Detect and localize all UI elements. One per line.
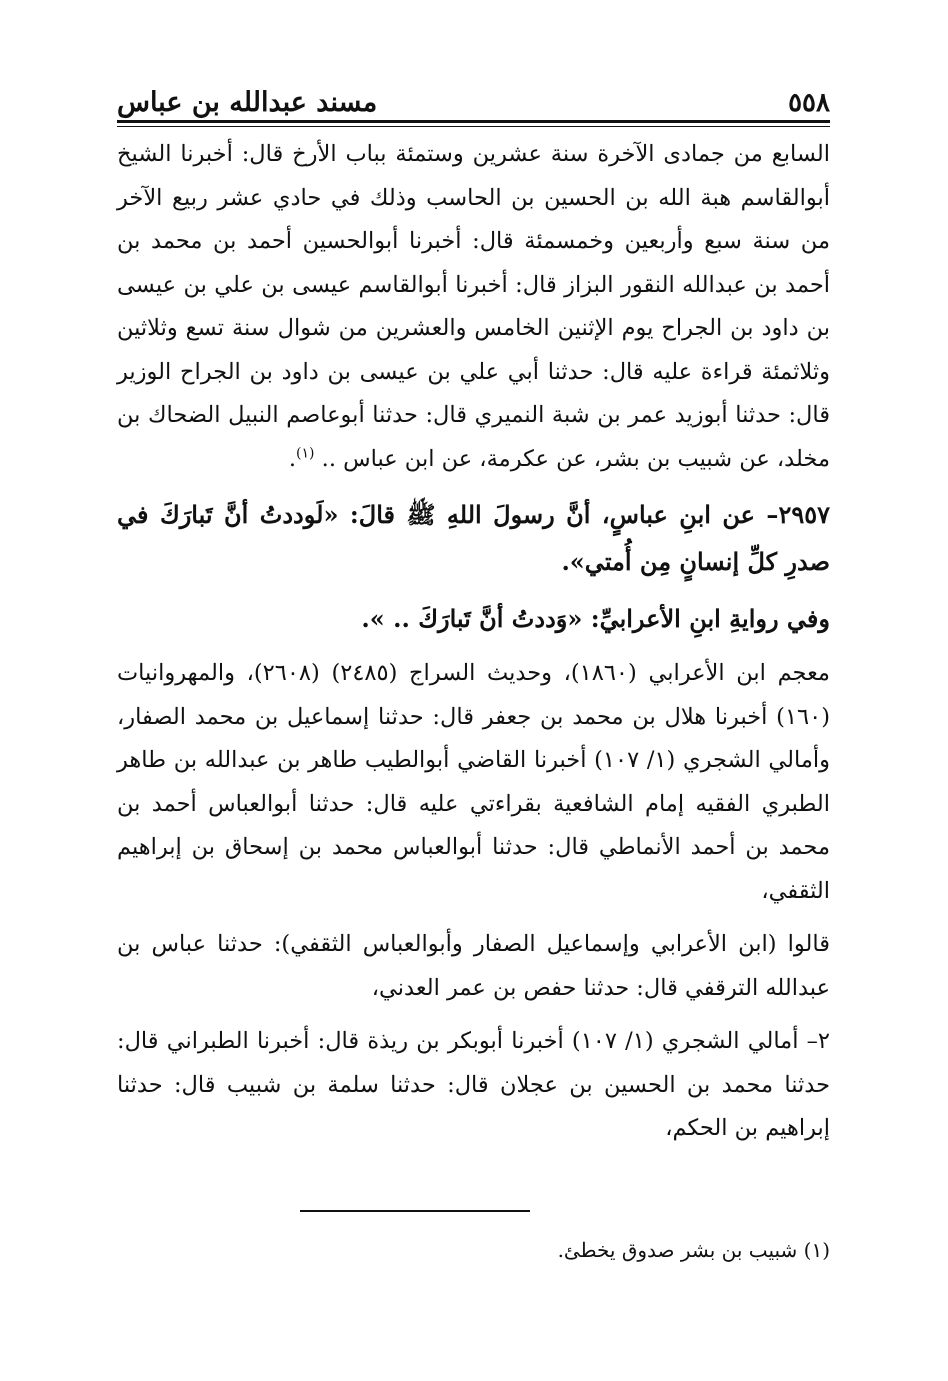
paragraph-second-chain: ٢– أمالي الشجري (١/ ١٠٧) أخبرنا أبوبكر بن ريذة قال: أخبرنا الطبراني قال: حدثنا محمد بن الحسين بن عجلان قال: حدثنا سلمة بن شبيب قال: حدثنا إبراهيم بن الحكم، (117, 1028, 830, 1141)
paragraph-isnad (117, 133, 830, 481)
paragraph-isnad-end: . (288, 445, 297, 472)
page (117, 70, 830, 1151)
body-text (117, 133, 830, 1151)
footnote-marker: (١) (296, 445, 315, 461)
hadith-variant: وفي روايةِ ابنِ الأعرابيِّ: «وَددتُ أنَّ تَبارَكَ .. ». (361, 604, 830, 633)
header-rule-thick (117, 120, 830, 123)
footnote: (١) شبيب بن بشر صدوق يخطئ. (557, 1238, 830, 1262)
hadith-text: ٢٩٥٧– عن ابنِ عباسٍ، أنَّ رسولَ اللهِ ﷺ قالَ: «لَوددتُ أنَّ تَبارَكَ في صدرِ كلِّ إنسانٍ مِن أُمتي». (117, 500, 830, 576)
paragraph-isnad-text: السابع من جمادى الآخرة سنة عشرين وستمئة بباب الأرخ قال: أخبرنا الشيخ أبوالقاسم هبة الله بن الحسين بن الحاسب وذلك في حادي عشر ربيع الآخر من سنة سبع وأربعين وخمسمئة قال: أخبرنا أبوالحسين أحمد بن محمد بن أحمد بن عبدالله النقور البزاز قال: أخبرنا أبوالقاسم عيسى بن علي بن عيسى بن داود بن الجراح يوم الإثنين الخامس والعشرين من شوال سنة تسع وثلاثين وثلاثمئة قراءة عليه قال: حدثنا أبي علي بن عيسى بن داود بن الجراح الوزير قال: حدثنا أبوزيد عمر بن شبة النميري قال: حدثنا أبوعاصم النبيل الضحاك بن مخلد، عن شبيب بن بشر، عن عكرمة، عن ابن عباس .. (117, 141, 830, 472)
header-title: مسند عبدالله بن عباس (117, 87, 378, 118)
running-header (117, 70, 830, 116)
paragraph-common-link: قالوا (ابن الأعرابي وإسماعيل الصفار وأبوالعباس الثقفي): حدثنا عباس بن عبدالله الترقفي قال: حدثنا حفص بن عمر العدني، (117, 931, 830, 1001)
page-number: ٥٥٨ (788, 88, 830, 118)
header-rule-thin (117, 126, 830, 127)
paragraph-sources: معجم ابن الأعرابي (١٨٦٠)، وحديث السراج (٢٤٨٥) (٢٦٠٨)، والمهروانيات (١٦٠) أخبرنا هلال بن محمد بن جعفر قال: حدثنا إسماعيل بن محمد الصفار، وأمالي الشجري (١/ ١٠٧) أخبرنا القاضي أبوالطيب طاهر بن عبدالله بن طاهر الطبري الفقيه إمام الشافعية بقراءتي عليه قال: حدثنا أبوالعباس أحمد بن محمد بن أحمد الأنماطي قال: حدثنا أبوالعباس محمد بن إسحاق بن إبراهيم الثقفي، (117, 660, 830, 904)
footnote-rule (300, 1210, 530, 1212)
